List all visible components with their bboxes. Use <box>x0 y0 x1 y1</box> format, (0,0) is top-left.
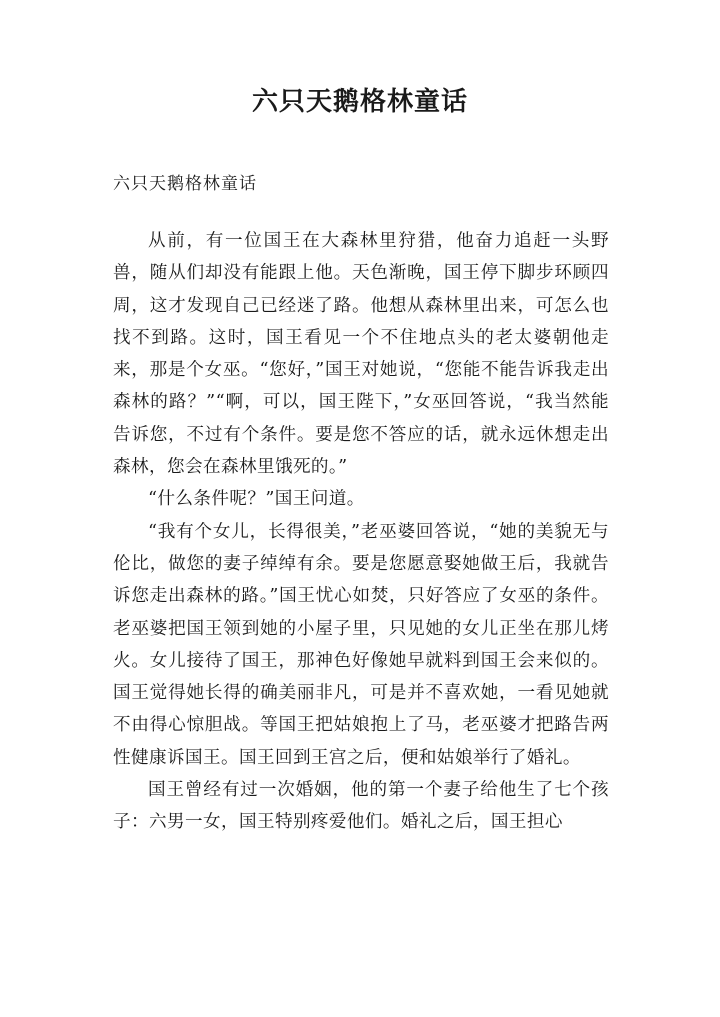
paragraph-1: 从前，有一位国王在大森林里狩猎，他奋力追赶一头野兽，随从们却没有能跟上他。天色渐晚，国王停下脚步环顾四周，这才发现自己已经迷了路。他想从森林里出来，可怎么也找不到路。这时，国王看见一个不住地点头的老太婆朝他走来，那是个女巫。“您好，”国王对她说，“您能不能告诉我走出森林的路？”“啊，可以，国王陛下，”女巫回答说，“我当然能告诉您，不过有个条件。要是您不答应的话，就永远休想走出森林，您会在森林里饿死的。” <box>113 231 609 478</box>
paragraph-4: 国王曾经有过一次婚姻，他的第一个妻子给他生了七个孩子：六男一女，国王特别疼爱他们。婚礼之后，国王担心 <box>113 780 609 833</box>
document-body <box>113 225 609 839</box>
document-title: 六只天鹅格林童话 <box>251 87 468 117</box>
paragraph-2: “什么条件呢？”国王问道。 <box>148 489 365 510</box>
document-subtitle: 六只天鹅格林童话 <box>113 174 257 194</box>
paragraph-3: “我有个女儿，长得很美，”老巫婆回答说，“她的美貌无与伦比，做您的妻子绰绰有余。要是您愿意娶她做王后，我就告诉您走出森林的路。”国王忧心如焚，只好答应了女巫的条件。老巫婆把国王领到她的小屋子里，只见她的女儿正坐在那儿烤火。女儿接待了国王，那神色好像她早就料到国王会来似的。国王觉得她长得的确美丽非凡，可是并不喜欢她，一看见她就不由得心惊胆战。等国王把姑娘抱上了马，老巫婆才把路告两性健康诉国王。国王回到王宫之后，便和姑娘举行了婚礼。 <box>113 521 609 768</box>
